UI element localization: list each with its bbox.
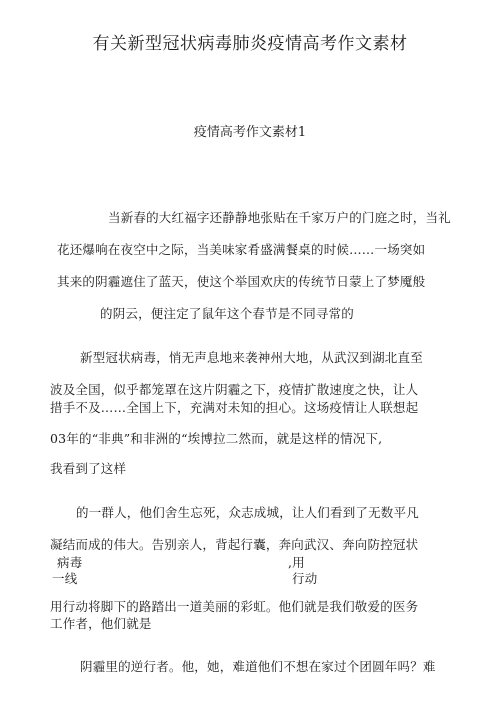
document-subtitle: 疫情高考作文素材1: [193, 125, 307, 140]
body-line: 阴霾里的逆行者。他，她，难道他们不想在家过个团圆年吗？难: [80, 659, 436, 674]
body-line: 工作者，他们就是: [50, 616, 152, 631]
body-line: 当新春的大红福字还静静地张贴在千家万户的门庭之时，当礼: [108, 210, 451, 225]
body-line: 病毒: [57, 555, 83, 570]
body-line: 用行动将脚下的路踏出一道美丽的彩虹。他们就是我们敬爱的医务: [50, 599, 419, 614]
body-line: 措手不及……全国上下，充满对未知的担心。这场疫情让人联想起: [50, 400, 419, 415]
body-line: 的阴云，便注定了鼠年这个春节是不同寻常的: [100, 306, 355, 321]
body-line: 的一群人，他们舍生忘死，众志成城，让人们看到了无数平凡: [76, 505, 419, 520]
body-line: 我看到了这样: [50, 461, 127, 476]
body-line: 其来的阴霾遮住了蓝天，使这个举国欢庆的传统节日蒙上了梦魇般: [57, 274, 426, 289]
document-title: 有关新型冠状病毒肺炎疫情高考作文素材: [92, 34, 408, 54]
body-line: 花还爆响在夜空中之际，当美味家肴盛满餐桌的时候……一场突如: [57, 242, 426, 257]
body-line: 行动: [292, 571, 318, 586]
body-line: 03年的“非典”和非洲的“埃博拉二然而，就是这样的情况下,: [50, 431, 383, 446]
body-line: 凝结而成的伟大。告别亲人，背起行囊，奔向武汉、奔向防控冠状: [50, 537, 419, 552]
body-line: ,用: [288, 555, 305, 570]
body-line: 新型冠状病毒，悄无声息地来袭神州大地，从武汉到湖北直至: [80, 350, 423, 365]
body-line: 一线: [52, 571, 78, 586]
body-line: 波及全国，似乎都笼罩在这片阴霾之下，疫情扩散速度之快，让人: [50, 382, 419, 397]
